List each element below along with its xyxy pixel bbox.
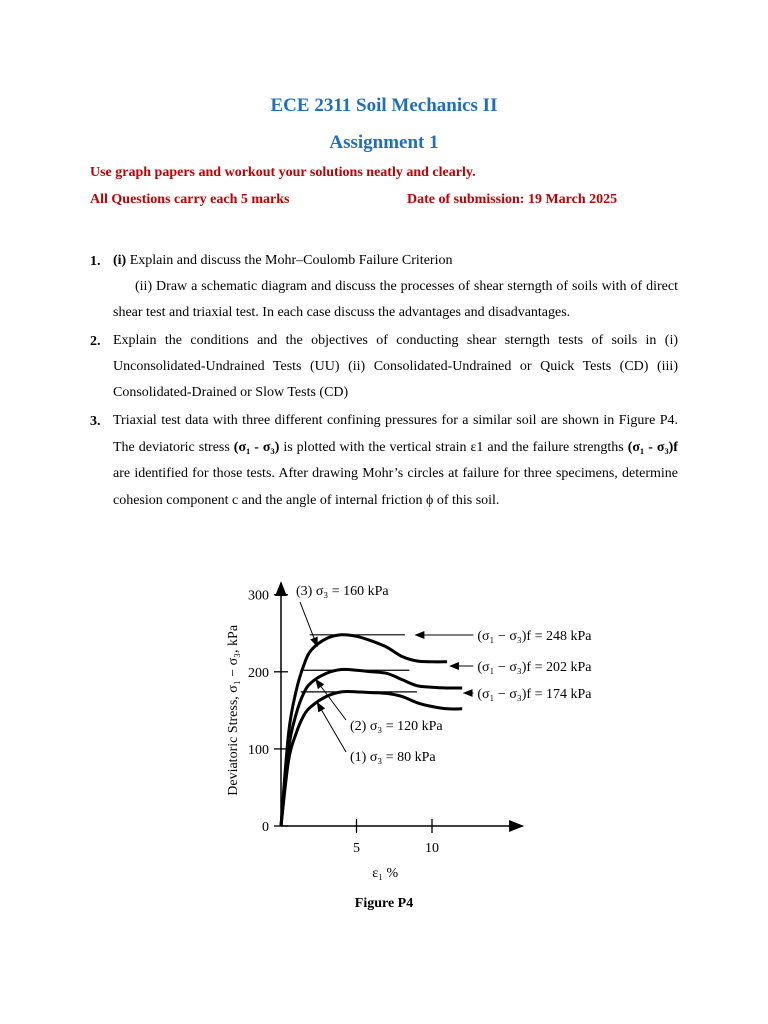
x-axis-label: ε₁ % [372,866,399,881]
curve-arrow-3 [300,602,317,646]
curve-label-1: (1) σ₃ = 80 kPa [350,750,436,765]
instruction-line: Use graph papers and workout your solutions neatly and clearly. [90,165,476,180]
q3-bold-a: (σ₁ - σ₃) [233,439,280,455]
failure-label-3: (σ₁ − σ₃)f = 174 kPa [477,687,592,702]
failure-label-2: (σ₁ − σ₃)f = 202 kPa [477,660,592,675]
question-1-part-ii: (ii) Draw a schematic diagram and discuss the processes of shear sterngth of soils with of direct shear test and triaxial test. In each case discuss the advantages and disadvantages. [113,279,678,320]
submission-date: Date of submission: 19 March 2025 [407,192,618,207]
marks-note: All Questions carry each 5 marks [90,192,290,207]
figure-caption: Figure P4 [354,896,414,911]
q3-bold-b: (σ₁ - σ₃)f [627,439,678,455]
chart-axes [281,583,523,826]
question-3-number: 3. [90,414,101,429]
y-tick-label: 100 [248,742,269,758]
assignment-title: Assignment 1 [329,132,439,153]
x-tick-label: 5 [353,841,360,856]
curve-arrow-1 [317,703,346,752]
q3-text-b: is plotted with the vertical strain ε1 and the failure strengths [279,439,628,455]
question-1-part-i [113,248,678,274]
x-tick-label: 10 [425,841,439,856]
question-2-text: Explain the conditions and the objectives of conducting shear sterngth tests of soils in (i) Unconsolidated-Undrained Tests (UU) (ii) Consolidated-Undrained or Quick Tests (CD) (iii) Consolidated-Drained or Slow Tests (CD) [113,333,678,400]
part-i-text: Explain and discuss the Mohr–Coulomb Failure Criterion [126,253,453,268]
course-title: ECE 2311 Soil Mechanics II [270,95,498,116]
curve-label-3: (3) σ₃ = 160 kPa [296,584,389,599]
y-tick-label: 200 [248,665,269,681]
q3-text-c: are identified for those tests. After drawing Mohr’s circles at failure for three specimens, determine cohesion component c and the angle of internal friction ϕ of this soil. [113,466,678,508]
y-axis-label: Deviatoric Stress, σ₁ − σ₃, kPa [226,624,241,796]
figure-p4-chart [0,560,768,890]
curve-label-2: (2) σ₃ = 120 kPa [350,719,443,734]
part-i-label: (i) [113,253,127,268]
failure-label-1: (σ₁ − σ₃)f = 248 kPa [477,629,592,644]
q3-text-a: Triaxial test data with three different confining pressures for a similar soil are shown in Figure P4. The deviatoric stress [113,413,678,455]
question-2-number: 2. [90,334,101,349]
question-3-text [113,408,678,514]
question-1-number: 1. [90,254,101,269]
y-tick-label: 300 [248,588,269,604]
y-tick-label: 0 [262,820,269,835]
